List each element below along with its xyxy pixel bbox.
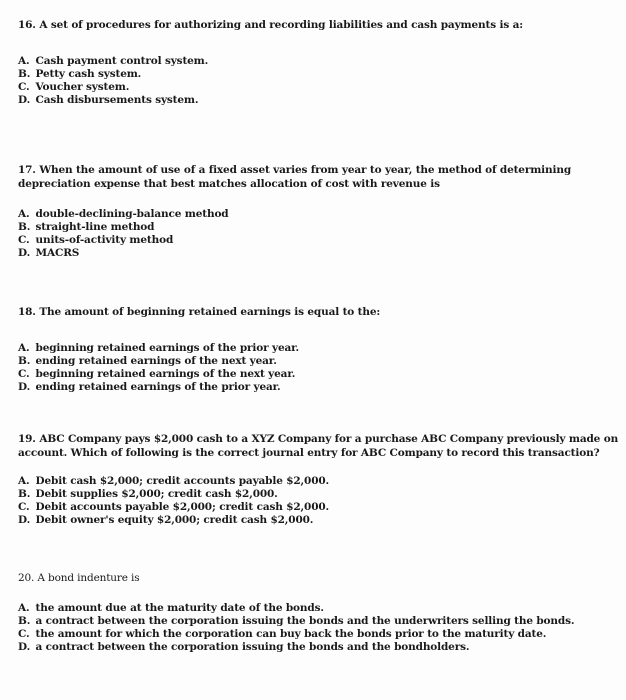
answer-options (18, 208, 622, 260)
option-letter: B. (18, 615, 31, 627)
option-letter: A. (18, 342, 30, 354)
option-letter: D. (18, 514, 31, 526)
option-letter: C. (18, 234, 30, 246)
answer-options (18, 342, 622, 394)
answer-option-c (18, 501, 622, 514)
option-letter: D. (18, 641, 31, 653)
option-letter: B. (18, 221, 31, 233)
answer-option-d (18, 94, 622, 107)
option-text: ending retained earnings of the prior year. (35, 381, 281, 393)
answer-option-c (18, 81, 622, 94)
option-letter: B. (18, 68, 31, 80)
option-text: the amount due at the maturity date of the bonds. (35, 602, 324, 614)
answer-options (18, 602, 622, 654)
question-19 (18, 432, 622, 527)
option-letter: C. (18, 501, 30, 513)
answer-options (18, 55, 622, 107)
question-stem: 20. A bond indenture is (18, 572, 140, 584)
option-text: double-declining-balance method (35, 208, 229, 220)
option-text: Cash payment control system. (35, 55, 209, 67)
option-text: ending retained earnings of the next year. (35, 355, 277, 367)
option-letter: A. (18, 602, 30, 614)
answer-option-a (18, 55, 622, 68)
answer-option-d (18, 247, 622, 260)
option-text: Debit supplies $2,000; credit cash $2,000. (35, 488, 278, 500)
option-letter: A. (18, 55, 30, 67)
answer-option-b (18, 355, 622, 368)
question-stem: 18. The amount of beginning retained earnings is equal to the: (18, 306, 381, 318)
option-text: MACRS (35, 247, 80, 259)
option-letter: A. (18, 208, 30, 220)
option-letter: D. (18, 381, 31, 393)
option-letter: C. (18, 81, 30, 93)
option-text: beginning retained earnings of the prior year. (35, 342, 300, 354)
answer-option-d (18, 514, 622, 527)
option-text: beginning retained earnings of the next year. (35, 368, 296, 380)
option-letter: D. (18, 94, 31, 106)
answer-option-d (18, 641, 622, 654)
option-text: the amount for which the corporation can buy back the bonds prior to the maturity date. (35, 628, 547, 640)
answer-option-b (18, 615, 622, 628)
question-stem: 17. When the amount of use of a fixed asset varies from year to year, the method of determining depreciation expense that best matches allocation of cost with revenue is (18, 164, 572, 190)
question-20 (18, 571, 622, 654)
option-text: a contract between the corporation issuing the bonds and the underwriters selling the bonds. (35, 615, 575, 627)
option-text: a contract between the corporation issuing the bonds and the bondholders. (35, 641, 470, 653)
answer-option-d (18, 381, 622, 394)
answer-option-b (18, 68, 622, 81)
option-letter: C. (18, 628, 30, 640)
option-text: Voucher system. (35, 81, 130, 93)
answer-option-c (18, 628, 622, 641)
option-letter: D. (18, 247, 31, 259)
option-letter: C. (18, 368, 30, 380)
question-17 (18, 163, 622, 260)
option-text: units-of-activity method (35, 234, 174, 246)
answer-option-b (18, 488, 622, 501)
answer-option-c (18, 234, 622, 247)
answer-option-a (18, 208, 622, 221)
option-letter: A. (18, 475, 30, 487)
question-stem: 19. ABC Company pays $2,000 cash to a XYZ Company for a purchase ABC Company previously made on account. Which of following is the correct journal entry for ABC Company to record this transaction? (18, 433, 619, 459)
question-18 (18, 305, 622, 394)
answer-option-b (18, 221, 622, 234)
option-text: Debit cash $2,000; credit accounts payable $2,000. (35, 475, 330, 487)
answer-options (18, 475, 622, 527)
option-letter: B. (18, 355, 31, 367)
option-text: straight-line method (35, 221, 155, 233)
option-text: Debit accounts payable $2,000; credit cash $2,000. (35, 501, 330, 513)
answer-option-a (18, 475, 622, 488)
answer-option-c (18, 368, 622, 381)
question-16 (18, 18, 622, 107)
option-text: Debit owner's equity $2,000; credit cash $2,000. (35, 514, 314, 526)
option-letter: B. (18, 488, 31, 500)
question-stem: 16. A set of procedures for authorizing and recording liabilities and cash payments is a: (18, 19, 523, 31)
answer-option-a (18, 602, 622, 615)
answer-option-a (18, 342, 622, 355)
option-text: Cash disbursements system. (35, 94, 199, 106)
option-text: Petty cash system. (35, 68, 142, 80)
